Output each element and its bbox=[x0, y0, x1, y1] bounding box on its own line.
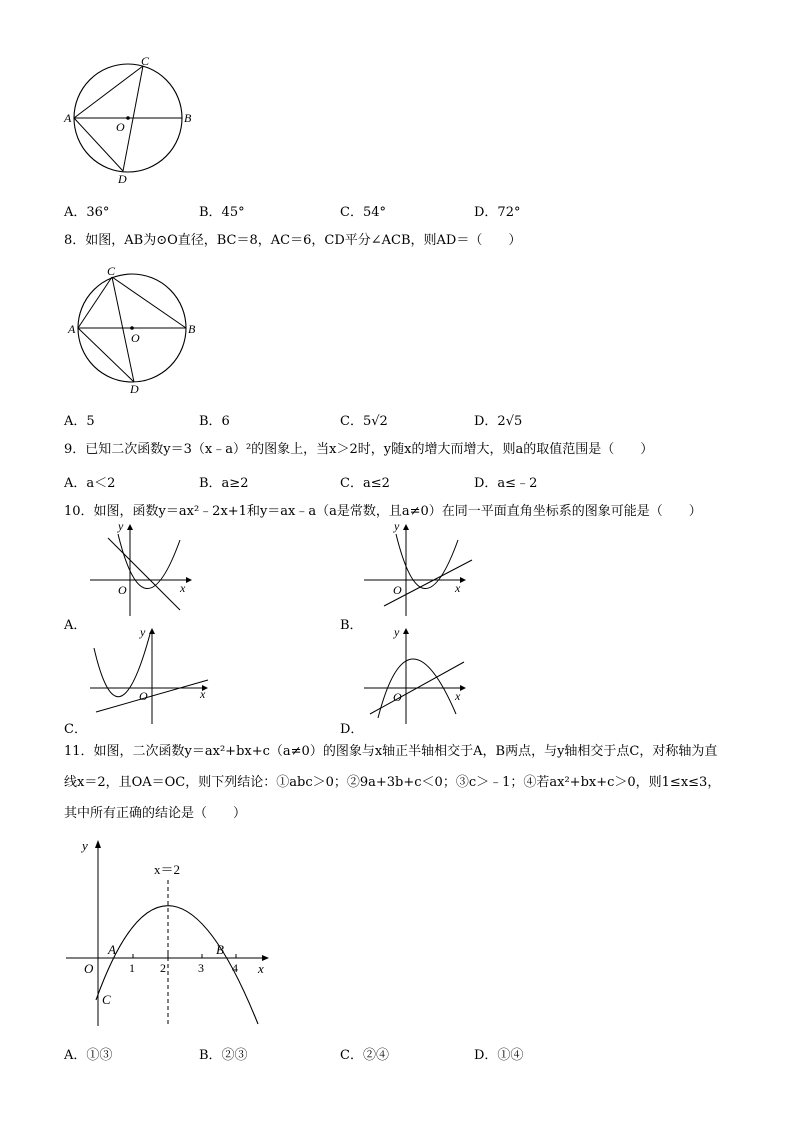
q10-option-a: A． bbox=[64, 618, 87, 633]
q10d-x: x bbox=[455, 689, 461, 703]
q10c-y: y bbox=[140, 625, 146, 639]
q10-option-b: B． bbox=[340, 618, 363, 633]
q8-label-o: O bbox=[131, 331, 140, 345]
q11-tick-4: 4 bbox=[232, 961, 238, 975]
q7-label-d: D bbox=[118, 172, 127, 186]
q9-option-a: A．a＜2 bbox=[64, 476, 116, 491]
q11-option-c: C．②④ bbox=[340, 1048, 389, 1063]
q11-tick-1: 1 bbox=[129, 961, 135, 975]
q7-label-o: O bbox=[116, 120, 125, 134]
q10-option-c: C． bbox=[64, 722, 87, 737]
q11-axis-label: x＝2 bbox=[154, 862, 181, 877]
q8-option-b: B．6 bbox=[199, 414, 230, 429]
q10a-x: x bbox=[180, 581, 186, 595]
q11-option-d: D．①④ bbox=[474, 1048, 524, 1063]
q10-graph-b bbox=[362, 520, 474, 618]
q9-option-b: B．a≥2 bbox=[199, 476, 249, 491]
q10c-x: x bbox=[200, 687, 206, 701]
q11-option-b: B．②③ bbox=[199, 1048, 248, 1063]
q7-option-b: B．45° bbox=[199, 205, 245, 220]
q7-label-a: A bbox=[64, 111, 72, 125]
q11-label-a: A bbox=[108, 942, 116, 957]
q8-stem: 8．如图，AB为⊙O直径，BC＝8，AC＝6，CD平分∠ACB，则AD＝（ ） bbox=[64, 233, 522, 248]
q10c-o: O bbox=[139, 689, 148, 703]
q10b-y: y bbox=[394, 520, 400, 533]
q7-option-c: C．54° bbox=[340, 205, 386, 220]
q10d-y: y bbox=[394, 625, 400, 639]
q11-parabola-figure bbox=[62, 836, 277, 1028]
q8-label-a: A bbox=[68, 322, 76, 336]
q10-stem: 10．如图，函数y＝ax²﹣2x+1和y＝ax﹣a（a是常数，且a≠0）在同一平面直角坐标系的图象可能是（ ） bbox=[64, 504, 702, 519]
q11-label-c: C bbox=[102, 992, 111, 1007]
q10-graph-c bbox=[88, 622, 213, 726]
q7-option-a: A．36° bbox=[64, 205, 110, 220]
q8-option-a: A．5 bbox=[64, 414, 95, 429]
q11-option-a: A．①③ bbox=[64, 1048, 113, 1063]
q8-label-d: D bbox=[130, 382, 139, 396]
q10a-o: O bbox=[118, 583, 127, 597]
q10a-y: y bbox=[118, 520, 124, 533]
q9-option-d: D．a≤﹣2 bbox=[474, 476, 538, 491]
q9-stem: 9．已知二次函数y＝3（x﹣a）²的图象上，当x＞2时，y随x的增大而增大，则a的取值范围是（ ） bbox=[64, 442, 654, 457]
q10b-o: O bbox=[393, 583, 402, 597]
q11-label-o: O bbox=[84, 961, 94, 976]
q8-option-d: D．2√5 bbox=[474, 414, 523, 429]
q10-option-d: D． bbox=[340, 722, 364, 737]
q11-tick-3: 3 bbox=[198, 961, 204, 975]
q11-label-x: x bbox=[258, 961, 264, 976]
q7-label-c: C bbox=[141, 54, 150, 68]
q11-stem-line1: 11．如图，二次函数y＝ax²+bx+c（a≠0）的图象与x轴正半轴相交于A，B两点，与y轴相交于点C，对称轴为直 bbox=[64, 744, 718, 759]
q11-label-y: y bbox=[82, 838, 88, 853]
q11-stem-line2: 线x＝2，且OA＝OC，则下列结论：①abc＞0；②9a+3b+c＜0；③c＞﹣1；④若ax²+bx+c＞0，则1≤x≤3， bbox=[64, 775, 721, 790]
q7-circle-figure bbox=[60, 52, 200, 187]
q10-graph-a bbox=[88, 520, 198, 618]
q8-label-c: C bbox=[107, 264, 116, 278]
q11-tick-2: 2 bbox=[160, 961, 166, 975]
q11-stem-line3: 其中所有正确的结论是（ ） bbox=[64, 806, 247, 821]
q9-option-c: C．a≤2 bbox=[340, 476, 390, 491]
q7-label-b: B bbox=[184, 111, 192, 125]
q8-circle-figure bbox=[62, 262, 202, 397]
q7-option-d: D．72° bbox=[474, 205, 521, 220]
q10b-x: x bbox=[455, 581, 461, 595]
q8-label-b: B bbox=[188, 322, 196, 336]
q11-label-b: B bbox=[216, 942, 224, 957]
q8-option-c: C．5√2 bbox=[340, 414, 388, 429]
q10-graph-d bbox=[362, 622, 472, 726]
q10d-o: O bbox=[393, 690, 402, 704]
